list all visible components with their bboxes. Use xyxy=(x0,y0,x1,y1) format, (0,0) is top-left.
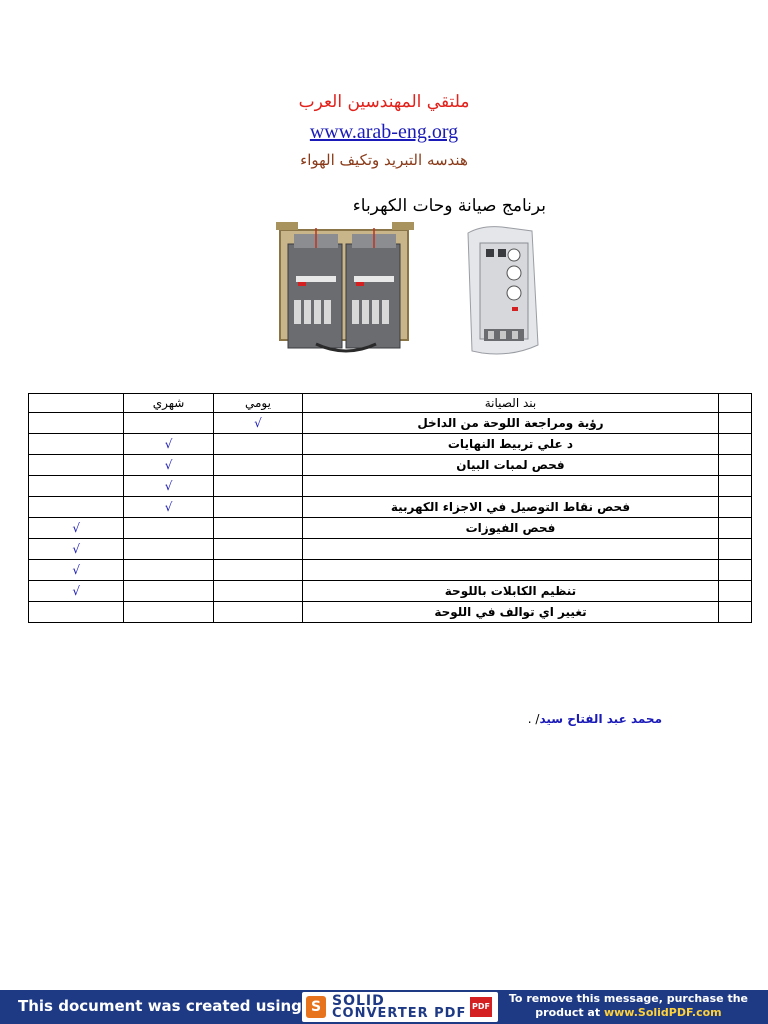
table-row xyxy=(29,518,752,539)
cell-maintenance-item: فحص نقاط التوصيل في الاجزاء الكهربية xyxy=(303,497,719,518)
cell-daily xyxy=(213,560,302,581)
department-title: هندسه التبريد وتكيف الهواء xyxy=(300,151,468,169)
cell-daily xyxy=(213,539,302,560)
header-maintenance-item: بند الصيانة xyxy=(303,394,719,413)
cell-num xyxy=(718,413,751,434)
cell-col-a xyxy=(29,602,124,623)
cell-monthly xyxy=(124,602,213,623)
contactor-photo xyxy=(276,220,414,360)
cell-num xyxy=(718,476,751,497)
converter-footer-banner xyxy=(0,990,768,1024)
table-row xyxy=(29,476,752,497)
relay-photo xyxy=(462,225,542,358)
footer-right-line1: To remove this message, purchase the xyxy=(508,992,748,1005)
footer-purchase-text xyxy=(509,992,748,1020)
header-col-a xyxy=(29,394,124,413)
table-row xyxy=(29,602,752,623)
header-daily: يومي xyxy=(213,394,302,413)
cell-monthly xyxy=(124,518,213,539)
header-num xyxy=(718,394,751,413)
cell-col-a xyxy=(29,497,124,518)
cell-monthly xyxy=(124,539,213,560)
cell-num xyxy=(718,539,751,560)
cell-monthly xyxy=(124,560,213,581)
cell-maintenance-item: تنظيم الكابلات باللوحة xyxy=(303,581,719,602)
cell-maintenance-item xyxy=(303,476,719,497)
table-row xyxy=(29,581,752,602)
cell-num xyxy=(718,581,751,602)
cell-num xyxy=(718,560,751,581)
cell-col-a: √ xyxy=(29,539,124,560)
table-row xyxy=(29,413,752,434)
table-row xyxy=(29,434,752,455)
cell-col-a xyxy=(29,476,124,497)
solidpdf-link[interactable]: www.SolidPDF.com xyxy=(603,1006,722,1019)
solid-logo-icon: S xyxy=(306,996,326,1018)
forum-url-link[interactable]: www.arab-eng.org xyxy=(309,121,459,143)
cell-daily xyxy=(213,581,302,602)
signature-name: محمد عبد الفتاح سيد xyxy=(539,712,662,726)
cell-col-a xyxy=(29,455,124,476)
cell-col-a: √ xyxy=(29,560,124,581)
cell-monthly: √ xyxy=(124,455,213,476)
table-row xyxy=(29,539,752,560)
header-monthly: شهري xyxy=(124,394,213,413)
cell-maintenance-item: رؤية ومراجعة اللوحة من الداخل xyxy=(303,413,719,434)
cell-maintenance-item: تغيير اي توالف في اللوحة xyxy=(303,602,719,623)
cell-maintenance-item: د علي تربيط النهايات xyxy=(303,434,719,455)
maintenance-table xyxy=(28,393,752,623)
signature-prefix: / . xyxy=(527,712,540,726)
cell-monthly xyxy=(124,413,213,434)
pdf-icon: PDF xyxy=(470,997,492,1017)
table-row xyxy=(29,560,752,581)
cell-monthly: √ xyxy=(124,497,213,518)
signature xyxy=(522,712,662,726)
logo-line1: SOLID xyxy=(332,993,385,1009)
solid-converter-logo xyxy=(302,992,498,1022)
cell-daily xyxy=(213,455,302,476)
footer-created-text: This document was created using xyxy=(18,997,302,1015)
cell-col-a xyxy=(29,434,124,455)
cell-daily xyxy=(213,434,302,455)
program-title: برنامج صيانة وحات الكهرباء xyxy=(352,196,546,216)
table-row xyxy=(29,497,752,518)
cell-num xyxy=(718,455,751,476)
cell-col-a: √ xyxy=(29,518,124,539)
cell-maintenance-item xyxy=(303,539,719,560)
cell-daily xyxy=(213,497,302,518)
cell-num xyxy=(718,518,751,539)
cell-daily xyxy=(213,518,302,539)
cell-num xyxy=(718,497,751,518)
table-row xyxy=(29,455,752,476)
cell-col-a xyxy=(29,413,124,434)
cell-monthly: √ xyxy=(124,476,213,497)
cell-daily xyxy=(213,476,302,497)
cell-monthly: √ xyxy=(124,434,213,455)
cell-num xyxy=(718,602,751,623)
forum-title: ملتقي المهندسين العرب xyxy=(298,92,470,112)
cell-daily: √ xyxy=(213,413,302,434)
table-header-row xyxy=(29,394,752,413)
cell-daily xyxy=(213,602,302,623)
cell-maintenance-item: فحص لمبات البيان xyxy=(303,455,719,476)
logo-line2: CONVERTER PDF xyxy=(332,1006,467,1021)
cell-num xyxy=(718,434,751,455)
cell-col-a: √ xyxy=(29,581,124,602)
footer-right-prefix: product at xyxy=(535,1006,604,1019)
cell-maintenance-item: فحص الفيوزات xyxy=(303,518,719,539)
cell-monthly xyxy=(124,581,213,602)
cell-maintenance-item xyxy=(303,560,719,581)
